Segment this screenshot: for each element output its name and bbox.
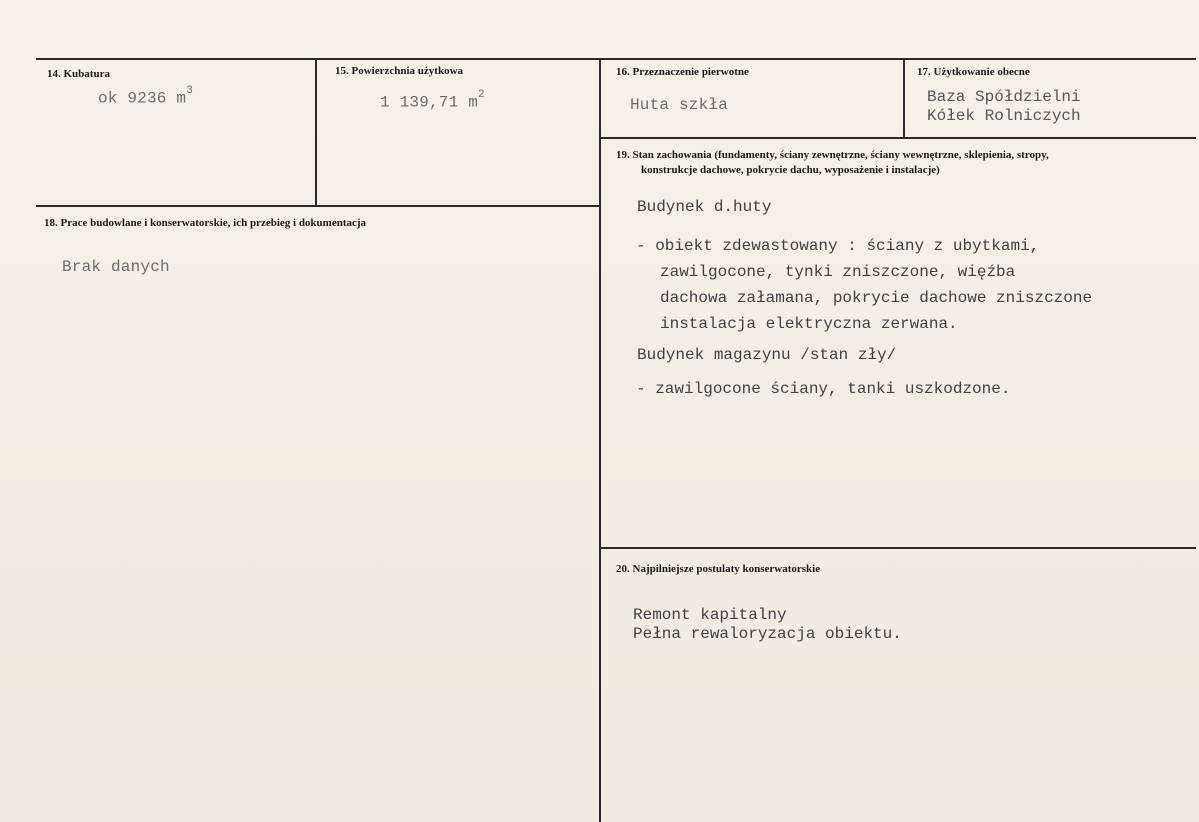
field-20-label: 20. Najpilniejsze postulaty konserwatorskie [616, 563, 821, 575]
field-16-value: Huta szkła [630, 96, 729, 114]
field-14-value-text: ok 9236 m [98, 89, 187, 108]
field-14-value [98, 85, 194, 108]
divider-15-16 [599, 58, 601, 822]
divider-16-17 [903, 58, 905, 138]
field-19-building-1-title: Budynek d.huty [637, 198, 772, 216]
field-15-value [380, 89, 485, 112]
field-14-unit-exponent: 3 [186, 85, 194, 97]
field-17-line-1: Baza Spółdzielni [927, 88, 1081, 106]
rule-above-20 [599, 547, 1196, 549]
field-19-desc-line-3: dachowa załamana, pokrycie dachowe zniszczone [660, 289, 1093, 307]
field-16-label: 16. Przeznaczenie pierwotne [616, 66, 749, 78]
field-17-label: 17. Użytkowanie obecne [917, 66, 1030, 78]
top-rule [36, 58, 1196, 60]
field-17-value [927, 88, 1081, 126]
field-15-value-text: 1 139,71 m [380, 93, 479, 112]
field-20-value [633, 606, 902, 644]
field-19-building-2-desc: - zawilgocone ściany, tanki uszkodzone. [636, 380, 1011, 398]
field-18-value: Brak danych [62, 258, 170, 276]
field-19-building-2-title: Budynek magazynu /stan zły/ [637, 346, 897, 364]
field-20-line-2: Pełna rewaloryzacja obiektu. [633, 625, 902, 643]
rule-above-18 [36, 205, 601, 207]
field-14-label: 14. Kubatura [47, 68, 110, 80]
field-19-label-line-2: konstrukcje dachowe, pokrycie dachu, wyposażenie i instalacje) [641, 164, 940, 176]
field-18-label: 18. Prace budowlane i konserwatorskie, ich przebieg i dokumentacja [44, 217, 367, 229]
field-15-label: 15. Powierzchnia użytkowa [335, 65, 464, 77]
field-19-building-1-desc [636, 233, 1092, 337]
field-15-unit-exponent: 2 [478, 89, 485, 101]
field-19-desc-line-2: zawilgocone, tynki zniszczone, więźba [660, 263, 1016, 281]
field-19-label-line-1: 19. Stan zachowania (fundamenty, ściany zewnętrzne, ściany wewnętrzne, sklepienia, stropy, [616, 149, 1049, 161]
divider-14-15 [315, 58, 317, 206]
field-19-desc-line-4: instalacja elektryczna zerwana. [660, 315, 958, 333]
field-19-desc-line-1: - obiekt zdewastowany : ściany z ubytkami, [636, 237, 1040, 255]
field-20-line-1: Remont kapitalny [633, 606, 787, 624]
field-17-line-2: Kółek Rolniczych [927, 107, 1081, 125]
rule-below-16-17 [599, 137, 1196, 139]
